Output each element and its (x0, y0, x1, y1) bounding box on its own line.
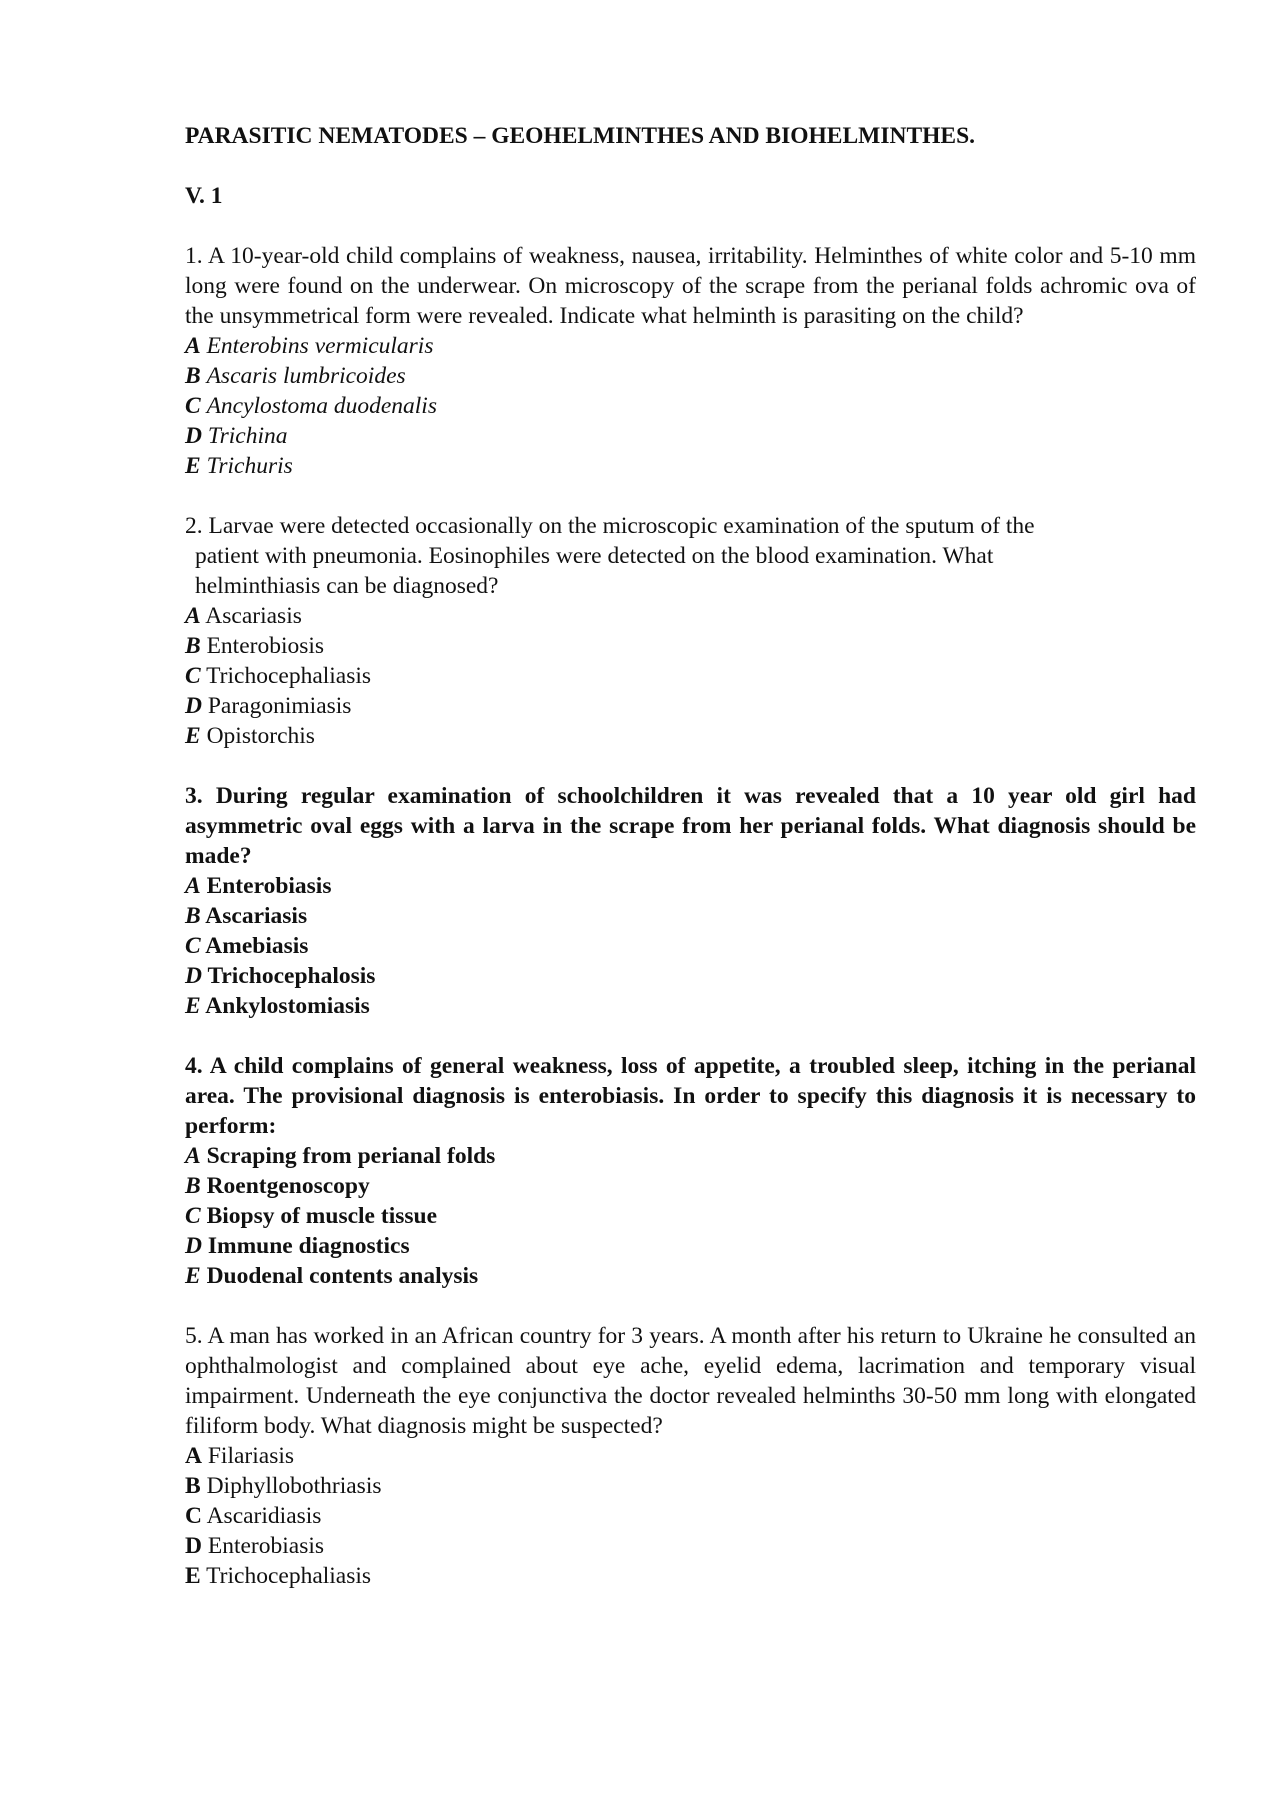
option-text: Ascariasis (205, 903, 308, 929)
option-text: Filariasis (207, 1443, 295, 1469)
answer-option-b (185, 361, 1196, 391)
option-text: Diphyllobothriasis (206, 1473, 382, 1499)
answer-option-e (185, 451, 1196, 481)
option-letter: C (185, 1203, 201, 1229)
option-letter: C (185, 1503, 202, 1529)
option-text: Enterobiosis (206, 633, 325, 659)
option-text: Immune diagnostics (207, 1233, 410, 1259)
answer-option-b (185, 1471, 1196, 1501)
answer-option-d (185, 1231, 1196, 1261)
answer-option-c (185, 931, 1196, 961)
answer-option-e (185, 1261, 1196, 1291)
answer-option-e (185, 721, 1196, 751)
question-5 (185, 1321, 1196, 1591)
question-stem: 4. A child complains of general weakness, loss of appetite, a troubled sleep, itching in the perianal area. The provisional diagnosis is enterobiasis. In order to specify this diagnosis it is necessary to perform: (185, 1053, 1196, 1139)
answer-option-d (185, 421, 1196, 451)
variant-label: V. 1 (185, 183, 223, 209)
option-letter: B (185, 1173, 201, 1199)
question-stem-line: 2. Larvae were detected occasionally on the microscopic examination of the sputum of the (185, 513, 1035, 539)
answer-option-c (185, 1501, 1196, 1531)
option-text: Biopsy of muscle tissue (206, 1203, 438, 1229)
question-stem-line: patient with pneumonia. Eosinophiles were detected on the blood examination. What (195, 543, 994, 569)
option-text: Enterobins vermicularis (206, 333, 434, 359)
answer-option-b (185, 1171, 1196, 1201)
option-text: Ascariasis (205, 603, 302, 629)
option-letter: A (185, 333, 201, 359)
question-1 (185, 241, 1196, 481)
option-text: Roentgenoscopy (206, 1173, 370, 1199)
option-text: Trichocephaliasis (206, 663, 372, 689)
option-text: Trichocephaliasis (206, 1563, 372, 1589)
question-stem: 5. A man has worked in an African country for 3 years. A month after his return to Ukraine he consulted an ophthalmologist and complained about eye ache, eyelid edema, lacrimation and temporary visual impairment. Underneath the eye conjunctiva the doctor revealed helminths 30-50 mm long with elongated filiform body. What diagnosis might be suspected? (185, 1323, 1196, 1439)
option-letter: C (185, 933, 201, 959)
answer-option-c (185, 1201, 1196, 1231)
page-title: PARASITIC NEMATODES – GEOHELMINTHES AND BIOHELMINTHES. (185, 123, 976, 149)
answer-option-e (185, 991, 1196, 1021)
answer-option-c (185, 661, 1196, 691)
option-letter: E (185, 453, 201, 479)
question-stem-line: helminthiasis can be diagnosed? (195, 573, 499, 599)
option-letter: C (185, 393, 201, 419)
option-letter: B (185, 363, 201, 389)
answer-option-b (185, 901, 1196, 931)
question-2 (185, 511, 1196, 751)
option-letter: D (185, 1533, 202, 1559)
answer-option-a (185, 871, 1196, 901)
answer-option-a (185, 331, 1196, 361)
question-stem: 3. During regular examination of schoolchildren it was revealed that a 10 year old girl had asymmetric oval eggs with a larva in the scrape from her perianal folds. What diagnosis should be made? (185, 783, 1196, 869)
option-text: Ascaridiasis (206, 1503, 322, 1529)
answer-option-d (185, 961, 1196, 991)
option-letter: C (185, 663, 201, 689)
option-text: Scraping from perianal folds (206, 1143, 496, 1169)
option-letter: A (185, 603, 201, 629)
option-text: Enterobiasis (207, 1533, 325, 1559)
option-letter: D (185, 693, 202, 719)
option-text: Trichina (207, 423, 288, 449)
option-letter: D (185, 963, 202, 989)
question-4 (185, 1051, 1196, 1291)
option-text: Amebiasis (205, 933, 309, 959)
option-text: Opistorchis (206, 723, 315, 749)
option-letter: B (185, 903, 201, 929)
option-letter: E (185, 1563, 201, 1589)
option-letter: E (185, 993, 201, 1019)
answer-option-a (185, 601, 1196, 631)
answer-option-a (185, 1441, 1196, 1471)
option-letter: D (185, 423, 202, 449)
answer-option-c (185, 391, 1196, 421)
option-letter: A (185, 1443, 202, 1469)
option-letter: B (185, 633, 201, 659)
option-letter: E (185, 1263, 201, 1289)
document-page (185, 121, 1196, 1591)
option-text: Trichuris (206, 453, 293, 479)
option-text: Ankylostomiasis (205, 993, 370, 1019)
answer-option-d (185, 691, 1196, 721)
option-text: Enterobiasis (206, 873, 332, 899)
option-text: Paragonimiasis (207, 693, 352, 719)
option-letter: D (185, 1233, 202, 1259)
question-3 (185, 781, 1196, 1021)
option-text: Trichocephalosis (207, 963, 376, 989)
question-stem: 1. A 10-year-old child complains of weakness, nausea, irritability. Helminthes of white color and 5-10 mm long were found on the underwear. On microscopy of the scrape from the perianal folds achromic ova of the unsymmetrical form were revealed. Indicate what helminth is parasiting on the child? (185, 243, 1196, 329)
option-text: Duodenal contents analysis (206, 1263, 479, 1289)
option-text: Ancylostoma duodenalis (206, 393, 437, 419)
option-letter: A (185, 1143, 201, 1169)
answer-option-d (185, 1531, 1196, 1561)
option-letter: B (185, 1473, 201, 1499)
option-letter: A (185, 873, 201, 899)
option-text: Ascaris lumbricoides (206, 363, 406, 389)
answer-option-e (185, 1561, 1196, 1591)
option-letter: E (185, 723, 201, 749)
answer-option-a (185, 1141, 1196, 1171)
answer-option-b (185, 631, 1196, 661)
